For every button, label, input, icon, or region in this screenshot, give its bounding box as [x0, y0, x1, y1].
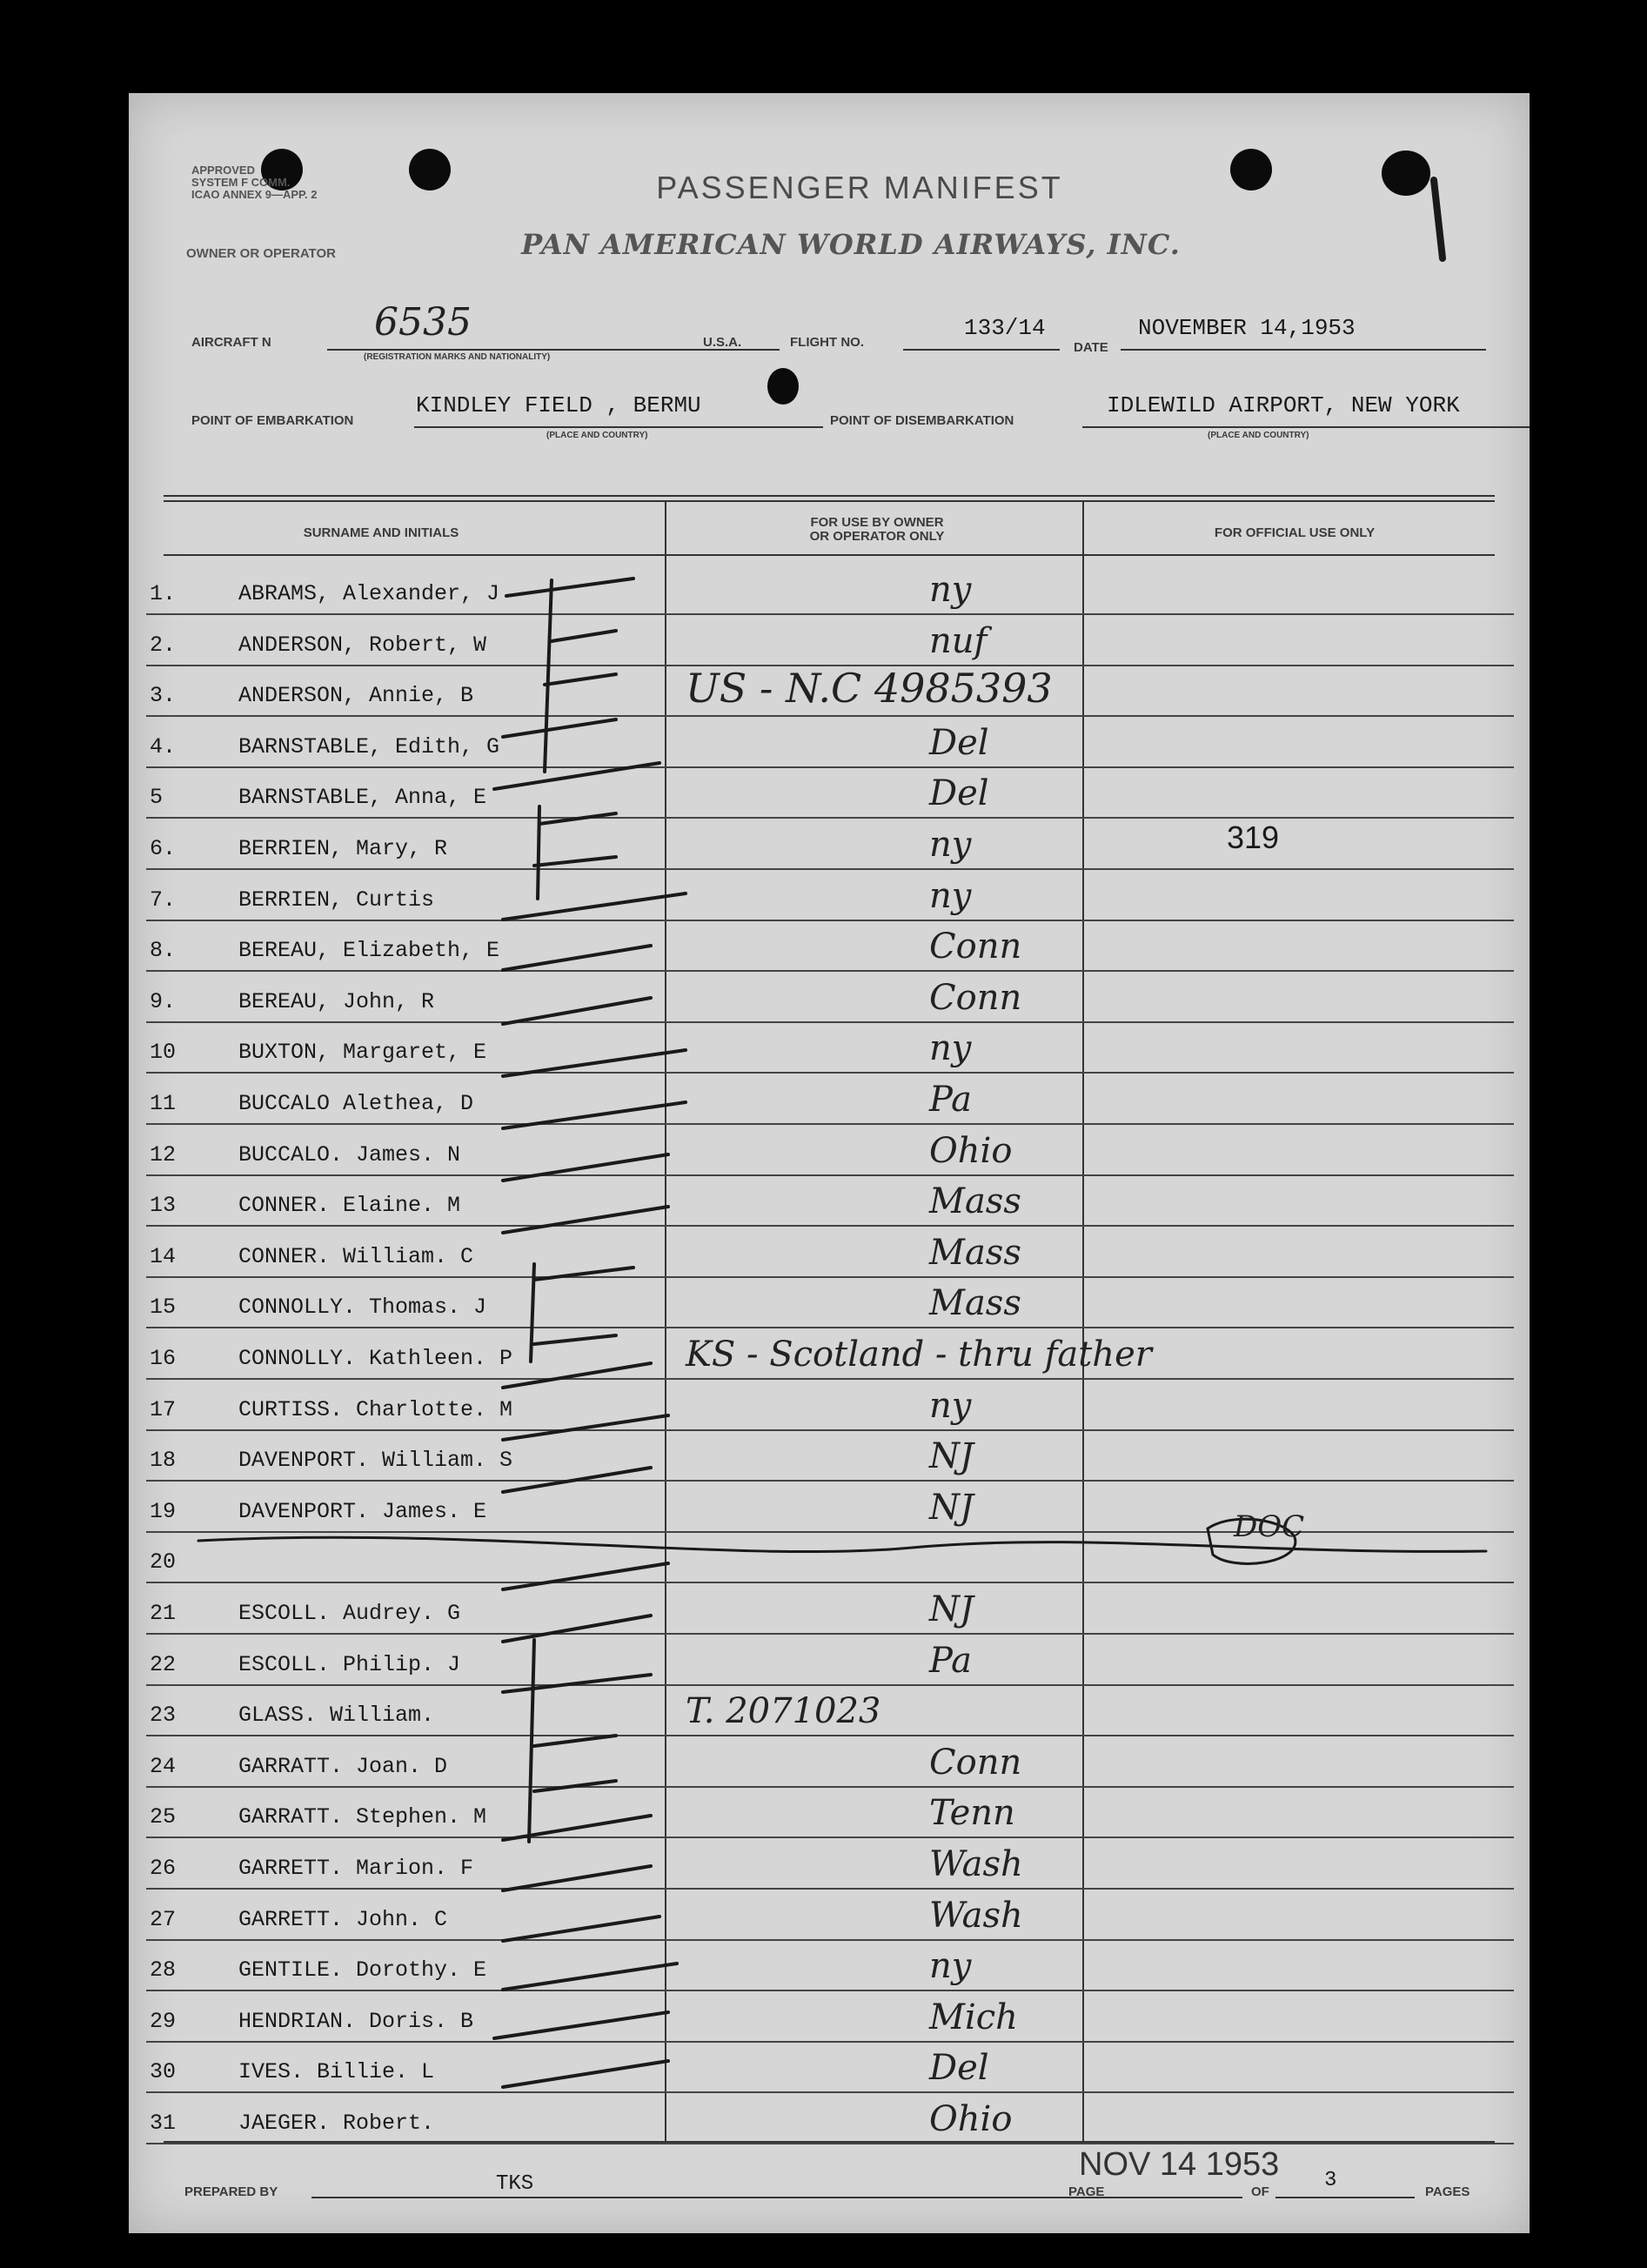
residence-note: Wash: [929, 1895, 1023, 1936]
passenger-name: ESCOLL. Audrey. G: [238, 1601, 461, 1626]
column-header-official: FOR OFFICIAL USE ONLY: [1214, 525, 1376, 540]
date-value: NOVEMBER 14,1953: [1138, 315, 1356, 341]
residence-note: Ohio: [929, 1130, 1013, 1171]
registration-sub: (REGISTRATION MARKS AND NATIONALITY): [364, 352, 551, 362]
residence-note: Del: [929, 773, 989, 814]
residence-note: Conn: [929, 977, 1022, 1018]
passenger-name: CONNER. William. C: [238, 1243, 474, 1269]
pen-marks: [129, 93, 1530, 2233]
residence-note: Mass: [929, 1181, 1021, 1222]
passenger-name: CONNOLLY. Thomas. J: [238, 1295, 487, 1321]
row-number: 3.: [150, 683, 177, 709]
row-number: 13: [150, 1193, 177, 1219]
residence-note: nuf: [929, 620, 988, 661]
passenger-name: CONNER. Elaine. M: [238, 1193, 461, 1219]
row-number: 9.: [150, 988, 177, 1014]
row-number: 5: [150, 785, 164, 811]
table-bottom-rule: [164, 2141, 1495, 2143]
prepared-underline: [311, 2197, 1138, 2198]
embarkation-label: POINT OF EMBARKATION: [191, 413, 354, 428]
row-number: 24: [150, 1753, 177, 1779]
passenger-name: BERRIEN, Curtis: [238, 886, 435, 913]
passenger-name: DAVENPORT. William. S: [238, 1448, 513, 1474]
residence-note: ny: [929, 1028, 972, 1069]
official-number: 319: [1227, 820, 1280, 855]
row-number: 8.: [150, 938, 177, 964]
row-number: 25: [150, 1804, 177, 1830]
passenger-name: ESCOLL. Philip. J: [238, 1651, 461, 1677]
stamp-date: NOV 14 1953: [1079, 2146, 1280, 2183]
approval-text: APPROVED SYSTEM F COMM. ICAO ANNEX 9—APP. 2: [191, 164, 318, 201]
passenger-name: BEREAU, Elizabeth, E: [238, 938, 500, 964]
of-underline: [1275, 2197, 1415, 2198]
passenger-name: ANDERSON, Robert, W: [238, 632, 487, 658]
residence-note: Del: [929, 722, 989, 763]
disembarkation-sub: (PLACE AND COUNTRY): [1208, 431, 1309, 440]
residence-note: Conn: [929, 1742, 1022, 1783]
row-number: 18: [150, 1448, 177, 1474]
residence-note: Ohio: [929, 2099, 1013, 2139]
passenger-name: HENDRIAN. Doris. B: [238, 2008, 474, 2034]
row-number: 16: [150, 1346, 177, 1371]
passenger-name: GARRATT. Joan. D: [238, 1753, 448, 1779]
embarkation-sub: (PLACE AND COUNTRY): [546, 431, 648, 440]
residence-note: Pa: [929, 1640, 972, 1681]
passenger-name: JAEGER. Robert.: [238, 2111, 435, 2136]
usa-label: U.S.A.: [703, 335, 742, 350]
row-number: 26: [150, 1856, 177, 1881]
prepared-by-label: PREPARED BY: [184, 2184, 278, 2199]
company-name: PAN AMERICAN WORLD AIRWAYS, INC.: [521, 228, 1181, 261]
row20-mark: DOC: [1234, 1509, 1305, 1544]
embarkation-value: KINDLEY FIELD , BERMU: [416, 392, 701, 418]
residence-note: Mass: [929, 1232, 1021, 1273]
residence-note: ny: [929, 1946, 972, 1987]
bracket-mark: [538, 806, 539, 899]
total-pages: 3: [1324, 2169, 1337, 2192]
passenger-name: ABRAMS, Alexander, J: [238, 581, 500, 606]
row-number: 12: [150, 1141, 177, 1167]
passenger-name: GARRETT. John. C: [238, 1906, 448, 1932]
passenger-name: BUCCALO. James. N: [238, 1141, 461, 1167]
bracket-mark: [545, 580, 552, 772]
page-label: PAGE: [1068, 2184, 1105, 2199]
row-number: 21: [150, 1601, 177, 1626]
passenger-name: DAVENPORT. James. E: [238, 1498, 487, 1524]
passenger-name: BEREAU, John, R: [238, 988, 435, 1014]
row-number: 14: [150, 1243, 177, 1269]
row-number: 23: [150, 1703, 177, 1729]
row-number: 11: [150, 1091, 177, 1116]
row-number: 30: [150, 2059, 177, 2085]
residence-note: NJ: [929, 1436, 974, 1477]
passenger-name: CONNOLLY. Kathleen. P: [238, 1346, 513, 1371]
page-underline: [1112, 2197, 1242, 2198]
residence-note: NJ: [929, 1589, 974, 1629]
residence-note: Mich: [929, 1997, 1018, 2037]
owner-operator-label: OWNER OR OPERATOR: [186, 246, 336, 261]
row-number: 1.: [150, 581, 177, 606]
flight-label: FLIGHT NO.: [790, 335, 864, 350]
passenger-name: GENTILE. Dorothy. E: [238, 1957, 487, 1984]
manifest-sheet: [129, 93, 1530, 2233]
row-number: 7.: [150, 886, 177, 913]
passenger-name: GARRATT. Stephen. M: [238, 1804, 487, 1830]
residence-note: Mass: [929, 1283, 1021, 1324]
residence-note: ny: [929, 875, 972, 916]
aircraft-value: 6535: [374, 300, 472, 345]
row-number: 19: [150, 1498, 177, 1524]
passenger-name: CURTISS. Charlotte. M: [238, 1396, 513, 1422]
residence-note: Tenn: [929, 1793, 1015, 1834]
bracket-mark: [529, 1640, 534, 1842]
passenger-name: BERRIEN, Mary, R: [238, 836, 448, 861]
pages-label: PAGES: [1425, 2184, 1470, 2199]
row-number: 31: [150, 2111, 177, 2136]
row-number: 27: [150, 1906, 177, 1932]
residence-note: ny: [929, 570, 972, 610]
row-number: 29: [150, 2008, 177, 2034]
flight-value: 133/14: [964, 315, 1046, 341]
residence-note: ny: [929, 825, 972, 865]
date-label: DATE: [1074, 340, 1108, 355]
residence-note: Del: [929, 2048, 989, 2089]
row-number: 4.: [150, 733, 177, 759]
row-number: 15: [150, 1295, 177, 1321]
passenger-name: GARRETT. Marion. F: [238, 1856, 474, 1881]
row-number: 17: [150, 1396, 177, 1422]
passenger-name: GLASS. William.: [238, 1703, 435, 1729]
residence-note: T. 2071023: [686, 1691, 881, 1732]
residence-note: Conn: [929, 927, 1022, 967]
row-number: 2.: [150, 632, 177, 658]
disembarkation-label: POINT OF DISEMBARKATION: [830, 413, 1014, 428]
passenger-name: IVES. Billie. L: [238, 2059, 435, 2085]
residence-note: ny: [929, 1385, 972, 1426]
aircraft-label: AIRCRAFT N: [191, 335, 271, 350]
passenger-name: BUXTON, Margaret, E: [238, 1040, 487, 1066]
passenger-name: BARNSTABLE, Anna, E: [238, 785, 487, 811]
of-label: OF: [1251, 2184, 1269, 2199]
column-header-name: SURNAME AND INITIALS: [303, 525, 459, 540]
row-number: 6.: [150, 836, 177, 861]
passenger-name: BUCCALO Alethea, D: [238, 1091, 474, 1116]
passenger-name: BARNSTABLE, Edith, G: [238, 733, 500, 759]
residence-note: Pa: [929, 1080, 972, 1120]
residence-note: Wash: [929, 1844, 1023, 1884]
row-number: 20: [150, 1549, 177, 1576]
row-number: 10: [150, 1040, 177, 1066]
passenger-name: ANDERSON, Annie, B: [238, 683, 474, 709]
row-number: 22: [150, 1651, 177, 1677]
residence-note: US - N.C 4985393: [686, 665, 1053, 713]
residence-note: NJ: [929, 1487, 974, 1528]
row-number: 28: [150, 1957, 177, 1984]
page-title: PASSENGER MANIFEST: [656, 170, 1063, 205]
disembarkation-value: IDLEWILD AIRPORT, NEW YORK: [1107, 392, 1460, 418]
residence-note: KS - Scotland - thru father: [686, 1335, 1152, 1375]
column-header-owner: FOR USE BY OWNER OR OPERATOR ONLY: [809, 515, 945, 544]
prepared-by-value: TKS: [496, 2172, 534, 2196]
